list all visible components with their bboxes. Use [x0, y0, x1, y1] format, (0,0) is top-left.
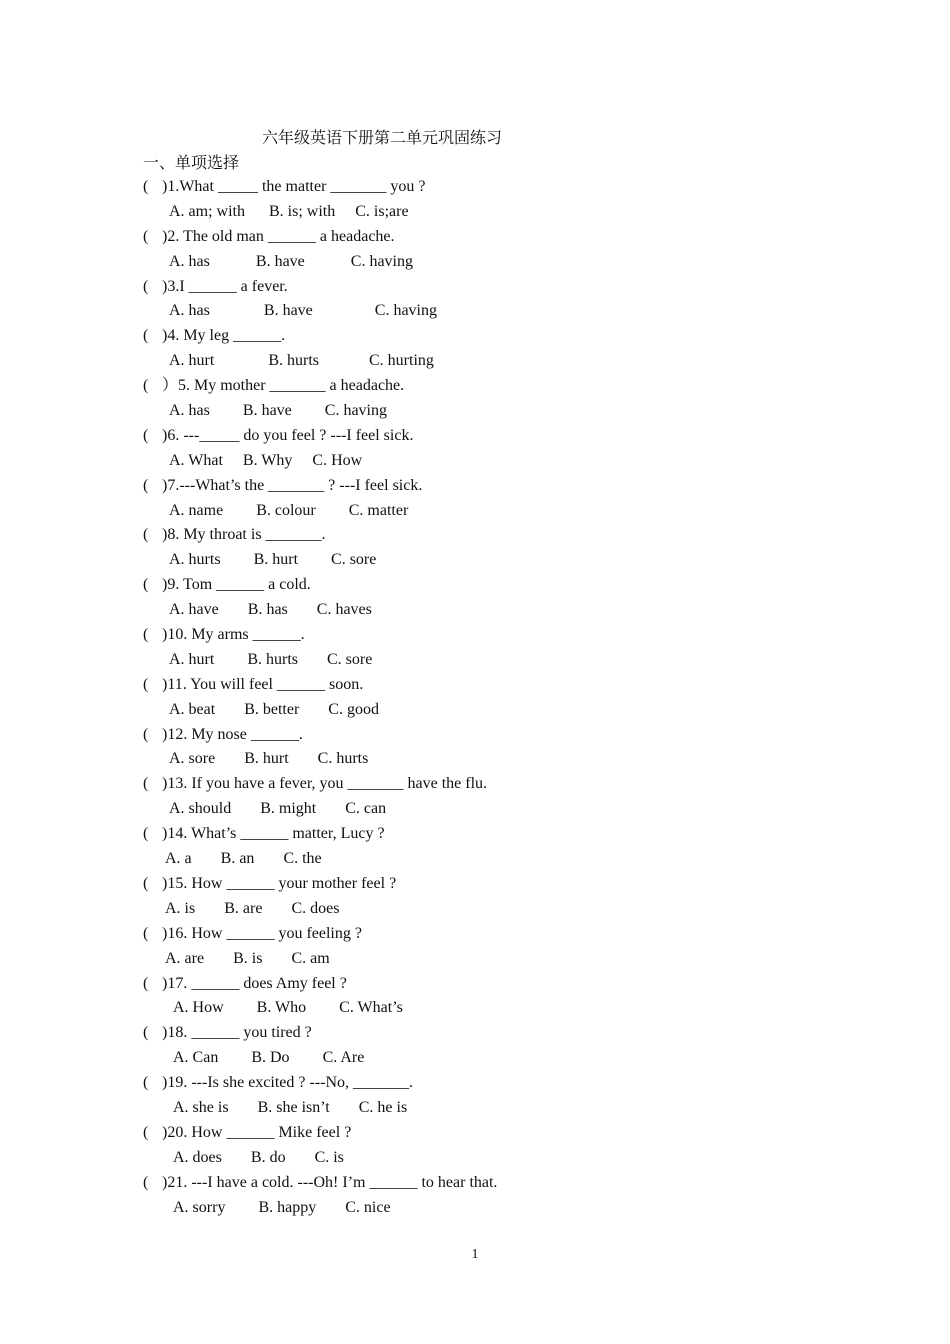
question-line [143, 1171, 843, 1196]
question-text: )3.I ______ a fever. [162, 277, 288, 295]
answer-bracket: ( [143, 675, 149, 693]
option-row [143, 349, 843, 374]
answer-bracket: ( [143, 1173, 149, 1191]
option-b: B. have [263, 302, 313, 320]
option-c: C. sore [327, 650, 373, 668]
answer-bracket: ( [143, 576, 149, 594]
option-a: A. a [165, 850, 192, 868]
option-c: C. am [291, 949, 330, 967]
question-line [143, 374, 843, 399]
option-a: A. hurts [169, 551, 221, 569]
option-row [143, 1096, 843, 1121]
option-c: C. is [314, 1148, 344, 1166]
option-c: C. having [374, 302, 437, 320]
option-b: B. colour [256, 501, 316, 519]
question-item [143, 772, 843, 822]
question-text: )2. The old man ______ a headache. [162, 227, 395, 245]
question-line [143, 474, 843, 499]
answer-bracket: ( [143, 526, 149, 544]
option-a: A. name [169, 501, 224, 519]
question-text: )17. ______ does Amy feel ? [162, 974, 347, 992]
option-b: B. do [250, 1148, 286, 1166]
option-a: A. is [165, 899, 196, 917]
option-c: C. Are [322, 1049, 365, 1067]
option-a: A. How [173, 999, 224, 1017]
question-line [143, 772, 843, 797]
option-a: A. are [165, 949, 205, 967]
option-b: B. is [233, 949, 263, 967]
answer-bracket: ( [143, 874, 149, 892]
answer-bracket: ( [143, 924, 149, 942]
option-a: A. has [169, 302, 210, 320]
question-item [143, 1121, 843, 1171]
option-row [143, 897, 843, 922]
question-item [143, 175, 843, 225]
option-row [143, 299, 843, 324]
question-line [143, 1071, 843, 1096]
question-item [143, 324, 843, 374]
option-c: C. is;are [355, 202, 409, 220]
option-b: B. Who [256, 999, 307, 1017]
option-b: B. hurts [247, 650, 298, 668]
option-c: C. the [283, 850, 322, 868]
question-line [143, 1021, 843, 1046]
question-item [143, 872, 843, 922]
question-line [143, 275, 843, 300]
option-c: C. matter [348, 501, 409, 519]
option-a: A. she is [173, 1098, 229, 1116]
question-line [143, 972, 843, 997]
option-b: B. have [255, 252, 305, 270]
answer-bracket: ( [143, 1123, 149, 1141]
option-a: A. does [173, 1148, 222, 1166]
question-line [143, 175, 843, 200]
answer-bracket: ( [143, 377, 149, 395]
question-item [143, 972, 843, 1022]
question-text: )18. ______ you tired ? [162, 1024, 312, 1042]
question-text: )9. Tom ______ a cold. [162, 576, 311, 594]
question-line [143, 523, 843, 548]
question-text: )10. My arms ______. [162, 626, 305, 644]
page-number: 1 [471, 1247, 479, 1262]
option-c: C. nice [345, 1198, 391, 1216]
option-b: B. hurts [268, 352, 319, 370]
question-item [143, 523, 843, 573]
answer-bracket: ( [143, 1074, 149, 1092]
option-a: A. hurt [169, 650, 215, 668]
option-b: B. might [260, 800, 317, 818]
question-line [143, 623, 843, 648]
option-c: C. does [291, 899, 340, 917]
question-item [143, 623, 843, 673]
option-a: A. has [169, 252, 210, 270]
question-line [143, 1121, 843, 1146]
option-row [143, 698, 843, 723]
question-text: )12. My nose ______. [162, 725, 303, 743]
question-item [143, 1021, 843, 1071]
answer-bracket: ( [143, 725, 149, 743]
option-c: C. good [328, 700, 379, 718]
option-b: B. is; with [269, 202, 336, 220]
option-row [143, 1196, 843, 1221]
question-item [143, 225, 843, 275]
question-text: )15. How ______ your mother feel ? [162, 874, 397, 892]
option-a: A. has [169, 402, 210, 420]
option-b: B. better [244, 700, 300, 718]
question-item [143, 374, 843, 424]
option-row [143, 996, 843, 1021]
option-c: C. What’s [339, 999, 403, 1017]
answer-bracket: ( [143, 825, 149, 843]
option-a: A. sore [169, 750, 216, 768]
option-row [143, 250, 843, 275]
question-line [143, 225, 843, 250]
option-a: A. beat [169, 700, 216, 718]
question-text: )11. You will feel ______ soon. [162, 675, 364, 693]
option-c: C. he is [358, 1098, 408, 1116]
option-row [143, 598, 843, 623]
question-list [143, 175, 843, 1220]
answer-bracket: ( [143, 1024, 149, 1042]
option-b: B. she isn’t [257, 1098, 330, 1116]
question-text: )4. My leg ______. [162, 327, 286, 345]
option-b: B. Why [242, 451, 293, 469]
section-heading: 一、单项选择 [143, 155, 240, 172]
question-line [143, 424, 843, 449]
option-a: A. What [169, 451, 223, 469]
answer-bracket: ( [143, 227, 149, 245]
question-text: )8. My throat is _______. [162, 526, 326, 544]
option-c: C. How [312, 451, 363, 469]
option-row [143, 548, 843, 573]
option-b: B. has [247, 601, 288, 619]
answer-bracket: ( [143, 626, 149, 644]
option-c: C. can [345, 800, 387, 818]
document-title: 六年级英语下册第二单元巩固练习 [262, 130, 503, 147]
question-text: )1.What _____ the matter _______ you ? [162, 178, 426, 195]
option-c: C. sore [331, 551, 377, 569]
option-c: C. hurts [317, 750, 369, 768]
question-text: )14. What’s ______ matter, Lucy ? [162, 825, 385, 843]
question-item [143, 424, 843, 474]
option-c: C. haves [316, 601, 372, 619]
option-c: C. hurting [369, 352, 434, 370]
option-a: A. hurt [169, 352, 215, 370]
option-b: B. are [224, 899, 263, 917]
option-b: B. have [242, 402, 292, 420]
question-item [143, 275, 843, 325]
question-line [143, 673, 843, 698]
option-b: B. happy [258, 1198, 317, 1216]
question-text: )20. How ______ Mike feel ? [162, 1123, 352, 1141]
option-a: A. have [169, 601, 219, 619]
answer-bracket: ( [143, 426, 149, 444]
question-line [143, 573, 843, 598]
answer-bracket: ( [143, 974, 149, 992]
question-item [143, 673, 843, 723]
option-row [143, 648, 843, 673]
option-b: B. Do [251, 1049, 290, 1067]
option-row [143, 1146, 843, 1171]
option-a: A. sorry [173, 1198, 226, 1216]
option-row [143, 200, 843, 225]
question-item [143, 1171, 843, 1221]
option-a: A. Can [173, 1049, 219, 1067]
option-c: C. having [350, 252, 413, 270]
question-item [143, 573, 843, 623]
option-row [143, 947, 843, 972]
option-a: A. am; with [169, 202, 245, 220]
option-row [143, 747, 843, 772]
question-line [143, 723, 843, 748]
option-b: B. hurt [244, 750, 289, 768]
question-item [143, 822, 843, 872]
question-line [143, 324, 843, 349]
option-b: B. an [220, 850, 255, 868]
answer-bracket: ( [143, 178, 149, 195]
question-text: )16. How ______ you feeling ? [162, 924, 362, 942]
question-item [143, 723, 843, 773]
option-row [143, 449, 843, 474]
question-text: )19. ---Is she excited ? ---No, _______. [162, 1074, 414, 1092]
question-item [143, 1071, 843, 1121]
question-text: ）5. My mother _______ a headache. [162, 377, 405, 395]
question-text: )13. If you have a fever, you _______ have the flu. [162, 775, 488, 793]
answer-bracket: ( [143, 277, 149, 295]
question-text: )7.---What’s the _______ ? ---I feel sick. [162, 476, 423, 494]
question-line [143, 822, 843, 847]
option-row [143, 399, 843, 424]
option-a: A. should [169, 800, 232, 818]
option-c: C. having [324, 402, 387, 420]
option-row [143, 797, 843, 822]
answer-bracket: ( [143, 775, 149, 793]
question-line [143, 872, 843, 897]
question-text: )21. ---I have a cold. ---Oh! I’m ______ to hear that. [162, 1173, 498, 1191]
option-row [143, 1046, 843, 1071]
option-row [143, 847, 843, 872]
answer-bracket: ( [143, 476, 149, 494]
option-b: B. hurt [253, 551, 299, 569]
option-row [143, 499, 843, 524]
question-item [143, 922, 843, 972]
question-item [143, 474, 843, 524]
answer-bracket: ( [143, 327, 149, 345]
question-text: )6. ---_____ do you feel ? ---I feel sick. [162, 426, 414, 444]
question-line [143, 922, 843, 947]
